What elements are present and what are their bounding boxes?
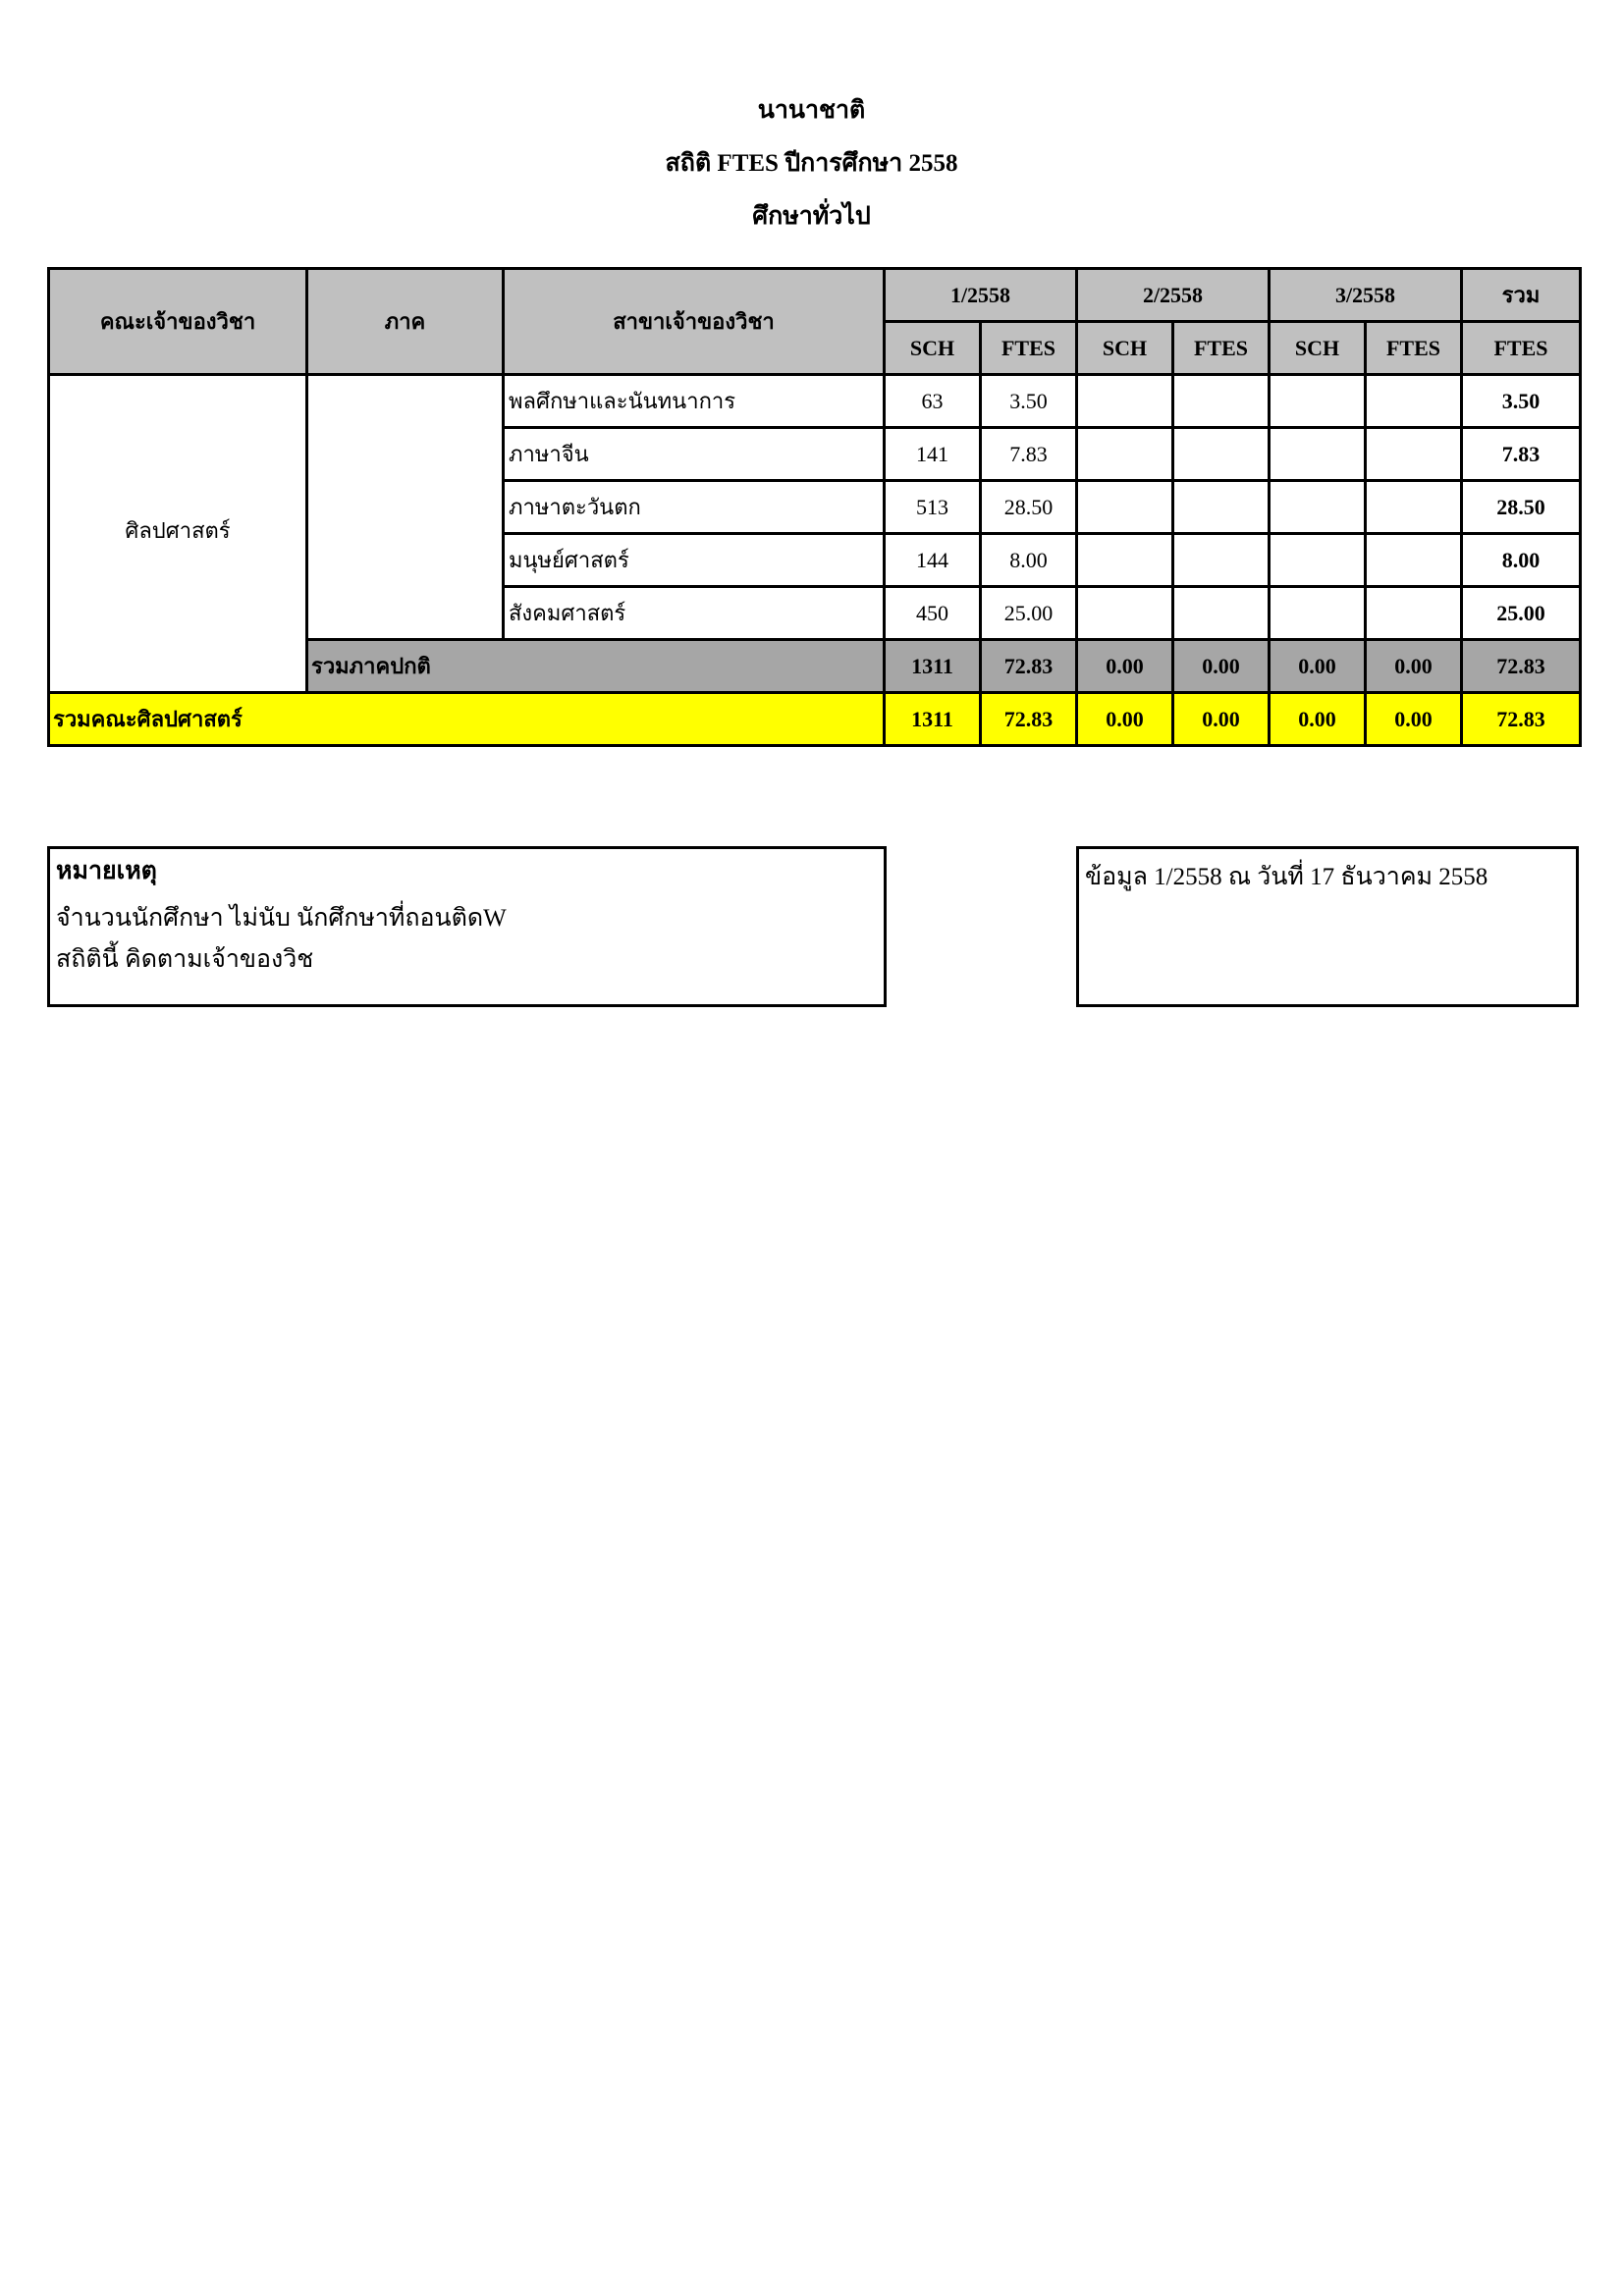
grand-total-sch-2: 0.00 — [1077, 693, 1173, 746]
ftes-total-cell: 25.00 — [1462, 587, 1581, 640]
grand-total-row — [49, 693, 1581, 746]
ftes-3-cell — [1366, 375, 1462, 428]
header-ftes-3: FTES — [1366, 322, 1462, 375]
subtotal-sch-2: 0.00 — [1077, 640, 1173, 693]
grand-total-ftes-2: 0.00 — [1173, 693, 1270, 746]
header-term-2: 2/2558 — [1077, 269, 1270, 322]
ftes-table — [47, 267, 1582, 747]
sch-1-cell: 144 — [885, 534, 981, 587]
header-ftes-2: FTES — [1173, 322, 1270, 375]
ftes-total-cell: 3.50 — [1462, 375, 1581, 428]
header-ftes-total: FTES — [1462, 322, 1581, 375]
ftes-total-cell: 28.50 — [1462, 481, 1581, 534]
grand-total-total: 72.83 — [1462, 693, 1581, 746]
ftes-3-cell — [1366, 534, 1462, 587]
data-date-text: ข้อมูล 1/2558 ณ วันที่ 17 ธันวาคม 2558 — [1085, 864, 1488, 890]
sch-2-cell — [1077, 587, 1173, 640]
header-term-3: 3/2558 — [1270, 269, 1462, 322]
faculty-cell: ศิลปศาสตร์ — [49, 375, 307, 693]
data-date-box — [1076, 846, 1579, 1007]
ftes-2-cell — [1173, 375, 1270, 428]
sch-3-cell — [1270, 375, 1366, 428]
ftes-1-cell: 3.50 — [981, 375, 1077, 428]
header-ftes-1: FTES — [981, 322, 1077, 375]
subtotal-sch-1: 1311 — [885, 640, 981, 693]
sch-1-cell: 63 — [885, 375, 981, 428]
ftes-1-cell: 7.83 — [981, 428, 1077, 481]
header-sch-3: SCH — [1270, 322, 1366, 375]
subtotal-ftes-1: 72.83 — [981, 640, 1077, 693]
ftes-1-cell: 25.00 — [981, 587, 1077, 640]
report-titles — [0, 84, 1623, 243]
grand-total-label: รวมคณะศิลปศาสตร์ — [49, 693, 885, 746]
table-row — [49, 375, 1581, 428]
subtotal-ftes-2: 0.00 — [1173, 640, 1270, 693]
ftes-3-cell — [1366, 428, 1462, 481]
header-total: รวม — [1462, 269, 1581, 322]
header-department: ภาค — [307, 269, 504, 375]
title-line-3: ศึกษาทั่วไป — [752, 203, 871, 230]
grand-total-ftes-3: 0.00 — [1366, 693, 1462, 746]
subtotal-sch-3: 0.00 — [1270, 640, 1366, 693]
notes-line-2: สถิตินี้ คิดตามเจ้าของวิช — [56, 946, 314, 973]
major-cell: สังคมศาสตร์ — [504, 587, 885, 640]
ftes-3-cell — [1366, 481, 1462, 534]
sch-2-cell — [1077, 375, 1173, 428]
sch-3-cell — [1270, 534, 1366, 587]
major-cell: ภาษาจีน — [504, 428, 885, 481]
ftes-2-cell — [1173, 428, 1270, 481]
department-cell — [307, 375, 504, 640]
ftes-2-cell — [1173, 481, 1270, 534]
grand-total-sch-3: 0.00 — [1270, 693, 1366, 746]
sch-2-cell — [1077, 481, 1173, 534]
subtotal-label: รวมภาคปกติ — [307, 640, 885, 693]
sch-3-cell — [1270, 481, 1366, 534]
sch-1-cell: 141 — [885, 428, 981, 481]
grand-total-ftes-1: 72.83 — [981, 693, 1077, 746]
notes-box — [47, 846, 887, 1007]
ftes-1-cell: 28.50 — [981, 481, 1077, 534]
header-faculty: คณะเจ้าของวิชา — [49, 269, 307, 375]
major-cell: ภาษาตะวันตก — [504, 481, 885, 534]
grand-total-sch-1: 1311 — [885, 693, 981, 746]
ftes-2-cell — [1173, 534, 1270, 587]
notes-heading: หมายเหตุ — [56, 858, 157, 884]
sch-3-cell — [1270, 428, 1366, 481]
title-line-2: สถิติ FTES ปีการศึกษา 2558 — [665, 150, 958, 177]
sch-2-cell — [1077, 534, 1173, 587]
header-sch-2: SCH — [1077, 322, 1173, 375]
title-line-1: นานาชาติ — [757, 97, 866, 124]
header-major: สาขาเจ้าของวิชา — [504, 269, 885, 375]
header-sch-1: SCH — [885, 322, 981, 375]
header-term-1: 1/2558 — [885, 269, 1077, 322]
ftes-total-cell: 8.00 — [1462, 534, 1581, 587]
ftes-3-cell — [1366, 587, 1462, 640]
sch-1-cell: 513 — [885, 481, 981, 534]
sch-3-cell — [1270, 587, 1366, 640]
subtotal-total: 72.83 — [1462, 640, 1581, 693]
notes-line-1: จำนวนนักศึกษา ไม่นับ นักศึกษาที่ถอนติดW — [56, 905, 507, 932]
major-cell: พลศึกษาและนันทนาการ — [504, 375, 885, 428]
ftes-total-cell: 7.83 — [1462, 428, 1581, 481]
sch-1-cell: 450 — [885, 587, 981, 640]
ftes-2-cell — [1173, 587, 1270, 640]
sch-2-cell — [1077, 428, 1173, 481]
subtotal-ftes-3: 0.00 — [1366, 640, 1462, 693]
ftes-1-cell: 8.00 — [981, 534, 1077, 587]
major-cell: มนุษย์ศาสตร์ — [504, 534, 885, 587]
